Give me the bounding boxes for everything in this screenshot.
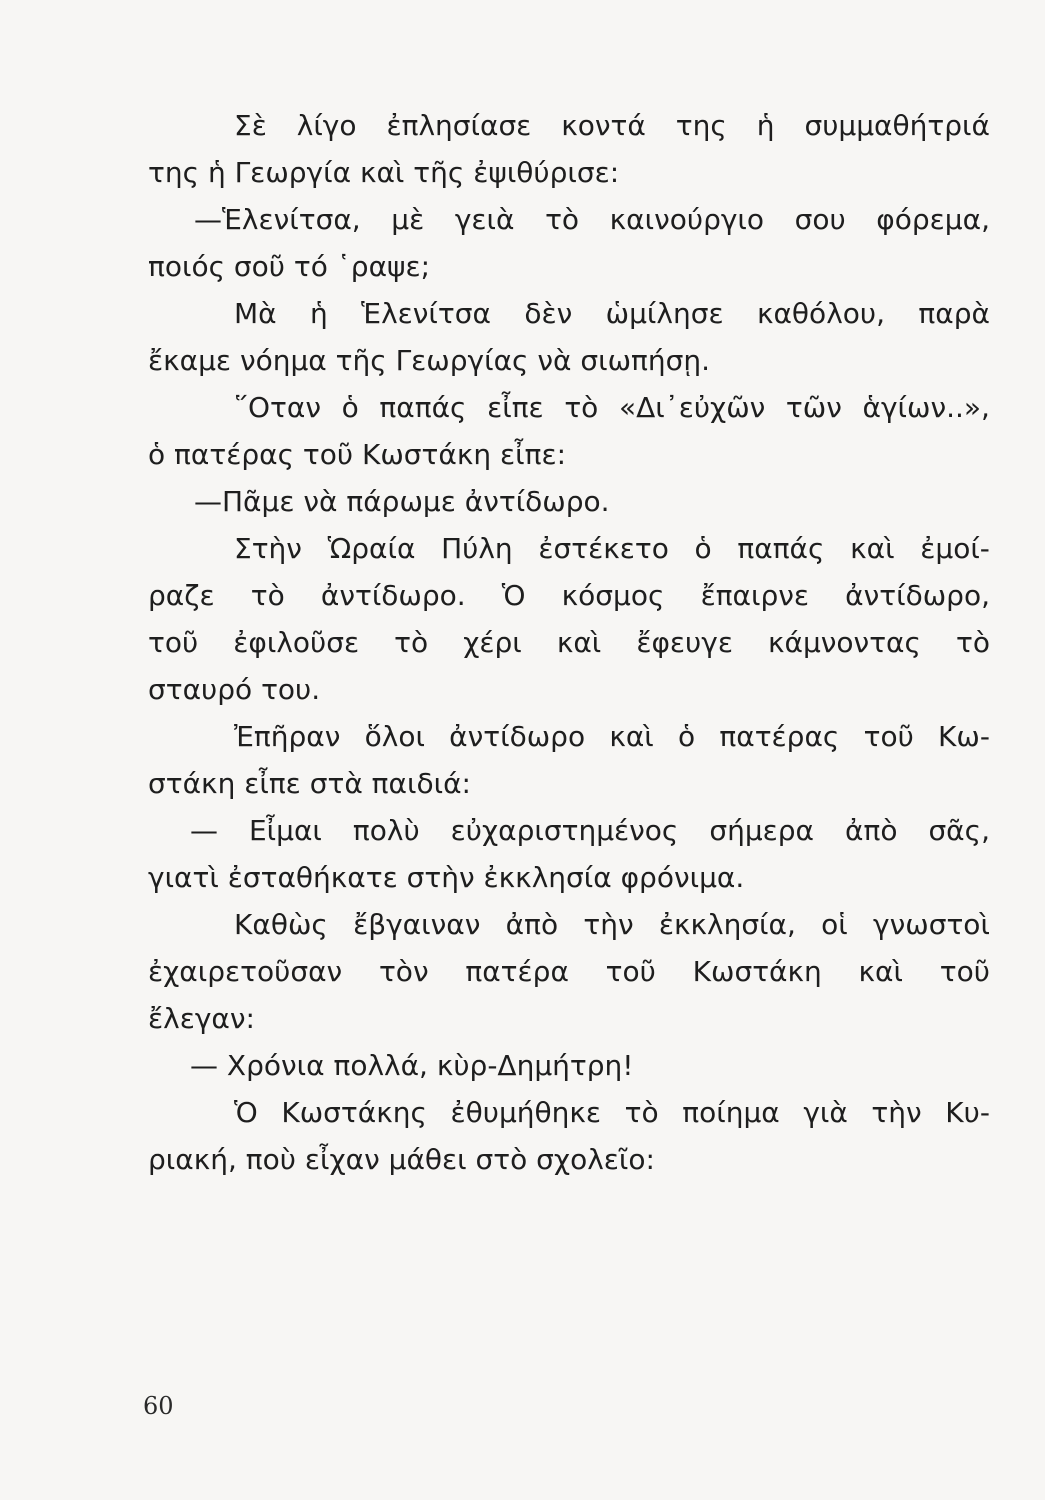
text-line-2: της ἡ Γεωργία καὶ τῆς ἐψιθύρισε: — [148, 156, 620, 189]
word: Ὁ — [501, 579, 526, 612]
text-line-11 — [148, 572, 990, 619]
word: Κυ- — [945, 1096, 990, 1129]
text-line-9: —Πᾶμε νὰ πάρωμε ἀντίδωρο. — [194, 485, 610, 518]
text-line-14 — [148, 713, 990, 760]
word: μὲ — [391, 203, 425, 236]
word: κόσμος — [561, 579, 665, 612]
word: παπάς — [737, 532, 825, 565]
word: καὶ — [609, 720, 654, 753]
word: ραζε — [148, 579, 215, 612]
page-number: 60 — [143, 1392, 174, 1420]
word: Μὰ — [234, 297, 277, 330]
word: ἀπὸ — [845, 814, 898, 847]
word: τὸ — [956, 626, 990, 659]
text-line-10 — [148, 525, 990, 572]
word: ἡ — [310, 297, 328, 330]
word: ἔφευγε — [636, 626, 733, 659]
word: ἀντίδωρο. — [320, 579, 466, 612]
word: «Δι᾽εὐχῶν — [618, 391, 766, 424]
word: Καθὼς — [234, 908, 328, 941]
text-line-4: ποιός σοῦ τό ῾ραψε; — [148, 250, 431, 283]
word: ἐκκλησία, — [658, 908, 796, 941]
word: σου — [794, 203, 846, 236]
word: καθόλου, — [756, 297, 885, 330]
text-line-3 — [148, 196, 990, 243]
text-line-15: στάκη εἶπε στὰ παιδιά: — [148, 767, 471, 800]
word: καὶ — [850, 532, 895, 565]
word: πολὺ — [352, 814, 420, 847]
word: τὴν — [871, 1096, 922, 1129]
text-line-18 — [148, 901, 990, 948]
word: τοῦ — [148, 626, 199, 659]
word: τὸ — [394, 626, 429, 659]
word: ἀπὸ — [505, 908, 559, 941]
word: ὡμίλησε — [605, 297, 724, 330]
word: Ἑλενίτσα — [361, 297, 491, 330]
word: ὅλοι — [364, 720, 425, 753]
word: λίγο — [296, 109, 357, 142]
word: γειὰ — [454, 203, 515, 236]
text-line-13: σταυρό του. — [148, 673, 321, 706]
word: ἀντίδωρο, — [845, 579, 990, 612]
text-line-7 — [148, 384, 990, 431]
word: δὲν — [524, 297, 573, 330]
text-line-21: — Χρόνια πολλά, κὺρ-Δημήτρη! — [190, 1049, 634, 1082]
text-line-1 — [148, 102, 990, 149]
word: τοῦ — [605, 955, 656, 988]
word: γιὰ — [803, 1096, 848, 1129]
word: της — [675, 109, 727, 142]
word: εἶπε — [487, 391, 544, 424]
word: Πύλη — [441, 532, 513, 565]
word: καινούργιο — [609, 203, 765, 236]
word: τοῦ — [863, 720, 914, 753]
word: κάμνοντας — [768, 626, 921, 659]
text-line-12 — [148, 619, 990, 666]
word: τὸ — [250, 579, 285, 612]
word: πατέρας — [719, 720, 840, 753]
word: ἐθυμήθηκε — [450, 1096, 602, 1129]
word: Ὡραία — [327, 532, 416, 565]
word: ῞Οταν — [234, 391, 321, 424]
text-line-17: γιατὶ ἐσταθήκατε στὴν ἐκκλησία φρόνιμα. — [148, 861, 745, 894]
word: Ὁ — [234, 1096, 258, 1129]
word: συμμαθήτριά — [804, 109, 990, 142]
word: τοῦ — [939, 955, 990, 988]
text-line-8: ὁ πατέρας τοῦ Κωστάκη εἶπε: — [148, 438, 567, 471]
word: ἔβγαιναν — [353, 908, 481, 941]
word: κοντά — [561, 109, 646, 142]
word: Στὴν — [234, 532, 302, 565]
word: τῶν — [785, 391, 842, 424]
word: ἔπαιρνε — [700, 579, 810, 612]
word: εὐχαριστημένος — [450, 814, 679, 847]
word: ἐχαιρετοῦσαν — [148, 955, 343, 988]
word: πατέρα — [465, 955, 569, 988]
word: παπάς — [379, 391, 467, 424]
text-line-22 — [148, 1089, 990, 1136]
word: ὁ — [678, 720, 696, 753]
text-line-16 — [148, 807, 990, 854]
word: Σὲ — [234, 109, 267, 142]
word: ἐμοί- — [920, 532, 990, 565]
word: οἱ — [821, 908, 848, 941]
word: σήμερα — [709, 814, 815, 847]
word: καὶ — [556, 626, 602, 659]
word: τὴν — [583, 908, 634, 941]
word: ἐστέκετο — [538, 532, 669, 565]
word: ἐπλησίασε — [386, 109, 532, 142]
word: τὸ — [624, 1096, 659, 1129]
word: γνωστοὶ — [873, 908, 990, 941]
word: ἀντίδωρο — [449, 720, 586, 753]
word: τὸν — [378, 955, 429, 988]
word: τὸ — [564, 391, 599, 424]
word: Ἐπῆραν — [234, 720, 341, 753]
word: ποίημα — [682, 1096, 780, 1129]
word: ὁ — [341, 391, 359, 424]
text-line-20: ἔλεγαν: — [148, 1002, 255, 1035]
text-line-5 — [148, 290, 990, 337]
word: ὁ — [694, 532, 712, 565]
text-line-23: ριακή, ποὺ εἶχαν μάθει στὸ σχολεῖο: — [148, 1143, 655, 1176]
word: Κωστάκης — [281, 1096, 427, 1129]
text-line-6: ἔκαμε νόημα τῆς Γεωργίας νὰ σιωπήσῃ. — [148, 344, 711, 377]
word: σᾶς, — [928, 814, 990, 847]
word: καὶ — [858, 955, 903, 988]
word: τὸ — [545, 203, 580, 236]
body-text — [148, 102, 990, 1183]
word: ἐφιλοῦσε — [233, 626, 360, 659]
word: ἡ — [756, 109, 775, 142]
word: χέρι — [463, 626, 522, 659]
word: —Ἑλενίτσα, — [194, 203, 361, 236]
word: φόρεμα, — [876, 203, 990, 236]
word: παρὰ — [918, 297, 990, 330]
word: ἁγίων..», — [862, 391, 990, 424]
word: — — [190, 814, 218, 847]
word: Εἶμαι — [248, 814, 322, 847]
text-line-19 — [148, 948, 990, 995]
word: Κωστάκη — [692, 955, 822, 988]
word: Κω- — [938, 720, 990, 753]
